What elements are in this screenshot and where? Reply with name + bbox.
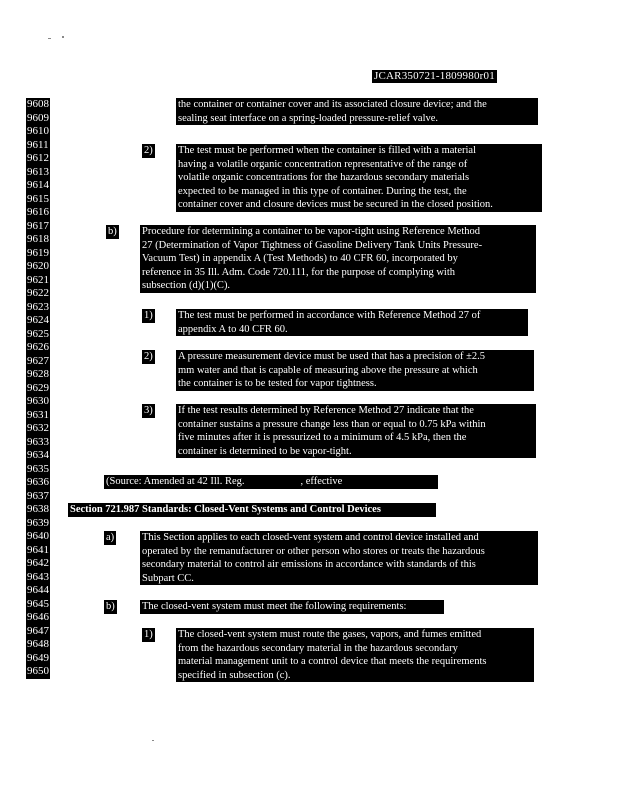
paragraph-b1-method-27: [176, 309, 528, 336]
line-number: 9625: [27, 327, 49, 340]
source-note: (Source: Amended at 42 Ill. Reg. , effective ): [106, 476, 466, 487]
line-number: 9615: [27, 192, 49, 205]
line-number: 9636: [27, 476, 49, 488]
line-number: 9647: [27, 624, 49, 637]
text-line: If the test results determined by Reference Method 27 indicate that the: [178, 405, 474, 416]
paragraph-a-applicability: [140, 531, 538, 585]
line-number: 9634: [27, 449, 49, 461]
text-line: volatile organic concentrations for the hazardous secondary materials: [178, 172, 470, 183]
line-number: 9649: [27, 651, 49, 664]
paragraph-2-container-test: [176, 144, 542, 212]
line-number: 9608: [27, 98, 49, 110]
line-number: 9626: [27, 341, 49, 353]
line-number: 9648: [27, 638, 49, 650]
continued-paragraph: [176, 98, 538, 125]
line-number: 9635: [27, 462, 49, 475]
paragraph-b1-routing: [176, 628, 534, 682]
text-line: Procedure for determining a container to be vapor-tight using Reference Method: [142, 226, 481, 237]
item-label-b: b): [108, 226, 117, 237]
text-line: The closed-vent system must route the gases, vapors, and fumes emitted: [178, 629, 482, 640]
section-heading: Section 721.987 Standards: Closed-Vent Systems and Control Devices: [68, 503, 436, 517]
line-number: 9632: [27, 422, 49, 434]
text-line: five minutes after it is pressurized to a minimum of 4.5 kPa, then the: [178, 432, 467, 443]
text-line: A pressure measurement device must be used that has a precision of ±2.5: [178, 351, 485, 362]
line-number: 9644: [27, 584, 49, 596]
text-line: The test must be performed in accordance with Reference Method 27 of: [178, 310, 481, 321]
paragraph-b3-test-results: [176, 404, 536, 458]
text-line: the container or container cover and its associated closure device; and the: [178, 99, 487, 110]
scan-speck: [152, 740, 154, 741]
line-number: 9617: [27, 219, 49, 232]
item-label-b-section: b): [106, 601, 115, 612]
item-label-a: a): [106, 532, 115, 543]
item-label-b3: 3): [144, 405, 153, 416]
line-number: 9611: [27, 138, 49, 151]
line-number: 9620: [27, 260, 49, 272]
text-line: from the hazardous secondary material in the hazardous secondary: [178, 642, 458, 654]
paragraph-b2-pressure-device: [176, 350, 534, 391]
item-label-b1: 1): [144, 310, 153, 321]
line-number: 9629: [27, 381, 49, 394]
text-line: This Section applies to each closed-vent system and control device installed and: [142, 532, 479, 543]
line-number: 9641: [27, 543, 49, 556]
text-line: container cover and closure devices must be secured in the closed position.: [178, 199, 493, 210]
line-number: 9627: [27, 354, 49, 367]
text-line: reference in 35 Ill. Adm. Code 720.111, for the purpose of complying with: [142, 266, 455, 278]
line-number: 9633: [27, 435, 49, 448]
line-number: 9622: [27, 287, 49, 299]
text-line: material management unit to a control device that meets the requirements: [178, 656, 487, 667]
line-number: 9624: [27, 314, 49, 326]
line-number: 9638: [27, 503, 49, 515]
text-line: Vacuum Test) in appendix A (Test Methods) to 40 CFR 60, incorporated by: [142, 253, 458, 264]
line-number: 9642: [27, 557, 49, 569]
line-number: 9650: [27, 665, 49, 677]
text-line: having a volatile organic concentration representative of the range of: [178, 158, 468, 170]
text-line: subsection (d)(1)(C).: [142, 280, 231, 291]
line-number: 9631: [27, 408, 49, 421]
text-line: expected to be managed in this type of container. During the test, the: [178, 185, 467, 197]
text-line: operated by the remanufacturer or other person who stores or treats the hazardous: [142, 545, 485, 557]
line-number: 9623: [27, 300, 49, 313]
line-number: 9645: [27, 597, 49, 610]
line-number: 9643: [27, 570, 49, 583]
text-line: appendix A to 40 CFR 60.: [178, 323, 288, 335]
text-line: sealing seat interface on a spring-loaded pressure-relief valve.: [178, 112, 439, 124]
scan-speck: [48, 38, 51, 39]
item-label-2: 2): [144, 145, 153, 156]
line-number: 9619: [27, 246, 49, 259]
line-number: 9614: [27, 179, 49, 191]
line-number: 9630: [27, 395, 49, 407]
line-number: 9637: [27, 489, 49, 502]
paragraph-b-vapor-tight-procedure: [140, 225, 536, 293]
item-label-b2: 2): [144, 351, 153, 362]
text-line: Subpart CC.: [142, 572, 194, 584]
document-id-header: JCAR350721-1809980r01: [374, 70, 495, 82]
line-number: 9646: [27, 611, 49, 623]
text-line: specified in subsection (c).: [178, 669, 291, 681]
text-line: mm water and that is capable of measuring above the pressure at which: [178, 364, 478, 376]
line-number: 9618: [27, 233, 49, 245]
text-line: 27 (Determination of Vapor Tightness of Gasoline Delivery Tank Units Pressure-: [142, 239, 483, 251]
line-number-column: [26, 98, 52, 679]
line-number: 9639: [27, 516, 49, 529]
text-line: container is determined to be vapor-tight.: [178, 445, 352, 457]
text-line: The closed-vent system must meet the following requirements:: [142, 601, 407, 612]
line-number: 9609: [27, 111, 49, 124]
line-number: 9640: [27, 530, 49, 542]
line-number: 9612: [27, 152, 49, 164]
line-number: 9621: [27, 273, 49, 286]
line-number: 9628: [27, 368, 49, 380]
text-line: container sustains a pressure change less than or equal to 0.75 kPa within: [178, 418, 486, 430]
paragraph-b-requirements: [140, 600, 444, 614]
text-line: the container is to be tested for vapor tightness.: [178, 378, 377, 389]
item-label-b1-section: 1): [144, 629, 153, 640]
line-number: 9610: [27, 125, 49, 137]
line-number: 9616: [27, 206, 49, 218]
text-line: secondary material to control air emissions in accordance with standards of this: [142, 559, 476, 570]
scan-speck: [62, 36, 64, 38]
line-number: 9613: [27, 165, 49, 178]
text-line: The test must be performed when the container is filled with a material: [178, 145, 476, 156]
